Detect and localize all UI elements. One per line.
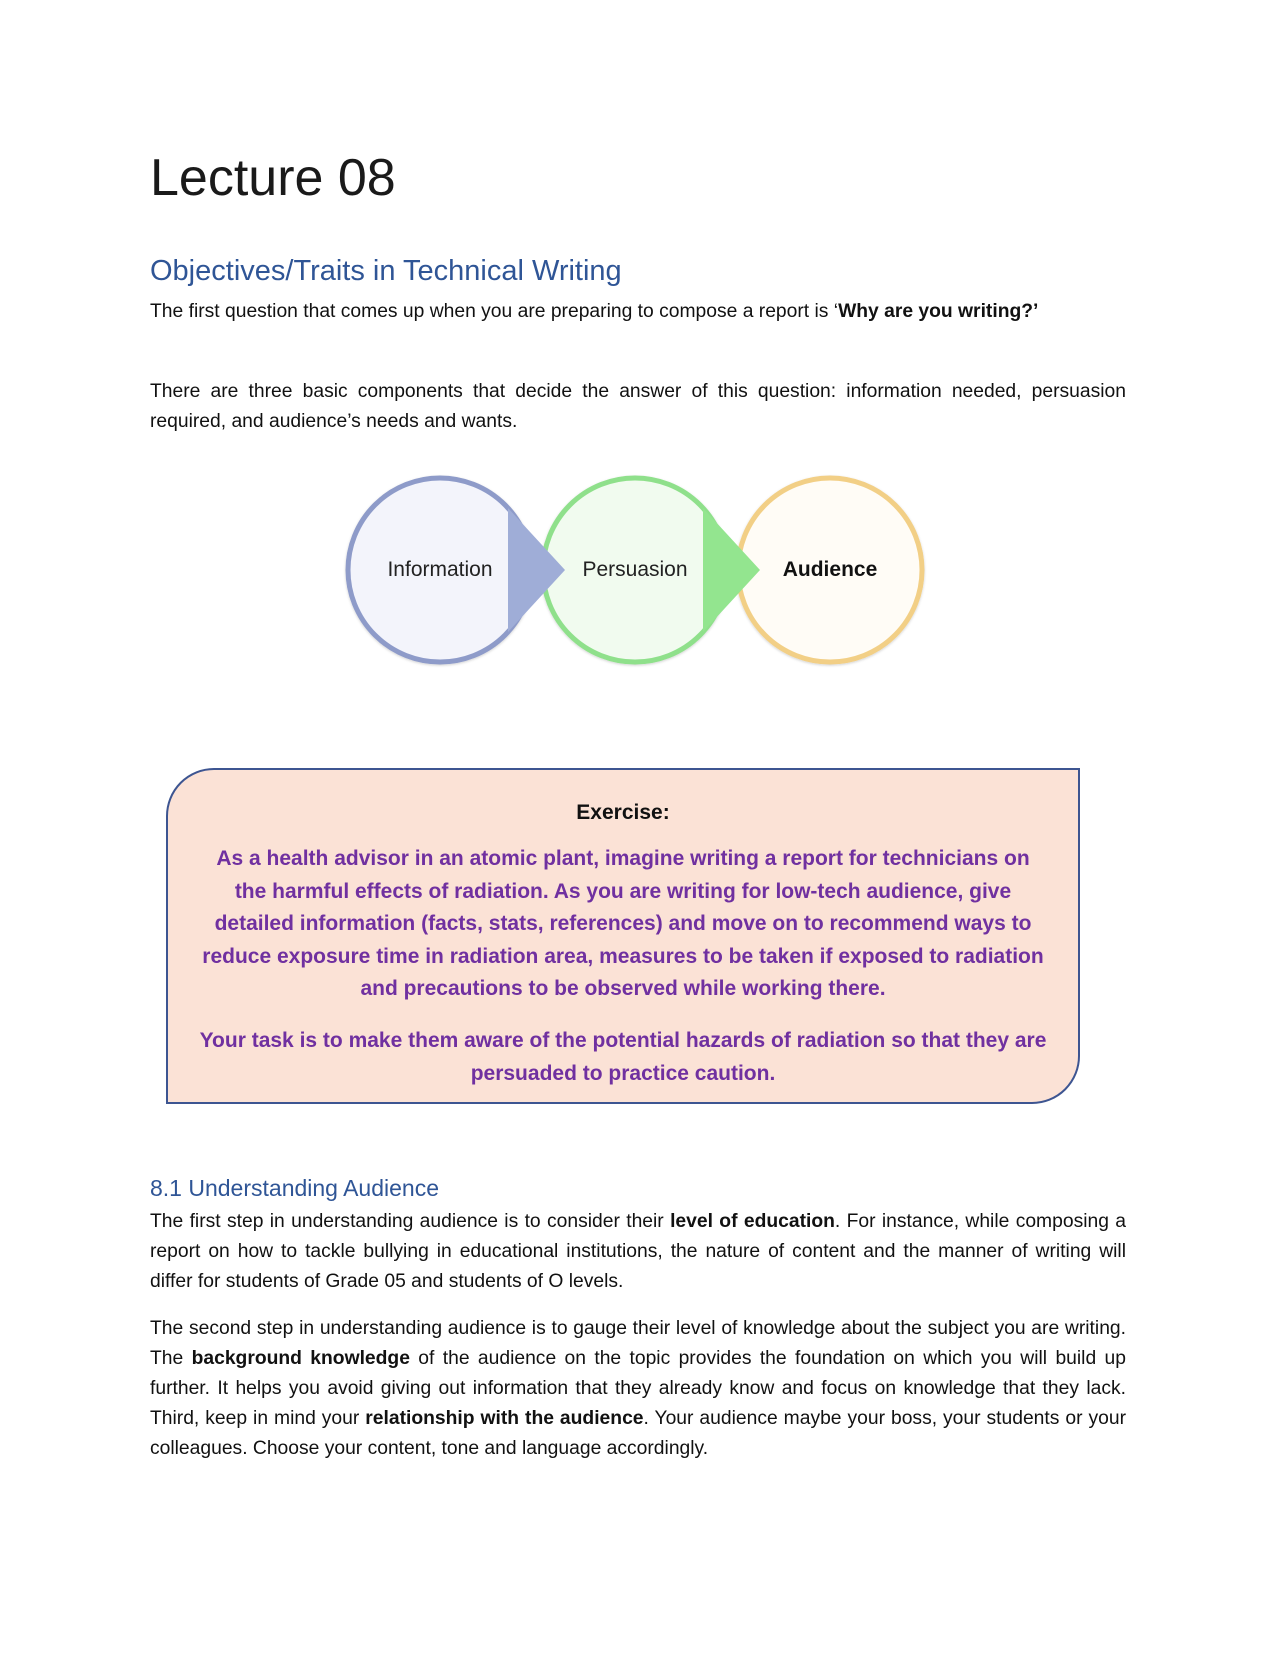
exercise-task: Your task is to make them aware of the potential hazards of radiation so that they are persuaded to practice caution. [199,1029,1047,1085]
audience-p1-text-a: The first step in understanding audience is to consider their [150,1211,671,1232]
exercise-body: As a health advisor in an atomic plant, imagine writing a report for technicians on the harmful effects of radiation. As you are writing for low-tech audience, give detailed information (facts, stats, references) and move on to recommend ways to reduce exposure time in radiation area, measures to be taken if exposed to radiation and precautions to be observed while working there. [202,847,1044,1000]
audience-paragraph-2 [150,1314,1126,1464]
exercise-box [166,768,1080,1104]
components-diagram [330,460,950,680]
audience-paragraph-1 [150,1207,1126,1297]
intro-text: The first question that comes up when you are preparing to compose a report is ‘ [150,301,839,322]
intro-paragraph-1 [150,297,1126,327]
audience-p2-text-c: . Your audience maybe your boss, your students or your colleagues. Choose your content, tone and language accordingly. [150,1408,1126,1459]
audience-p2-text-b: of the audience on the topic provides the foundation on which you will build up further. It helps you avoid giving out information that they already know and focus on knowledge that they lack. Third, keep in mind your [150,1348,1126,1429]
audience-p1-text-b: . For instance, while composing a report on how to tackle bullying in educational institutions, the nature of content and the manner of writing will differ for students of Grade 05 and students of O levels. [150,1211,1127,1292]
label-information: Information [387,558,493,581]
section-heading-objectives: Objectives/Traits in Technical Writing [150,255,622,287]
label-persuasion: Persuasion [582,558,688,581]
exercise-title: Exercise: [576,801,670,824]
audience-p2-bold-relationship: relationship with the audience [365,1408,644,1429]
section-heading-understanding-audience: 8.1 Understanding Audience [150,1175,439,1201]
audience-p2-bold-background: background knowledge [191,1348,410,1369]
audience-p2-text-a: The second step in understanding audience is to gauge their level of knowledge about the subject you are writing. The [150,1318,1126,1369]
label-audience: Audience [782,558,878,581]
intro-bold-question: Why are you writing?’ [838,301,1039,322]
intro-paragraph-2: There are three basic components that decide the answer of this question: information needed, persuasion required, and audience’s needs and wants. [150,381,1126,432]
audience-p1-bold: level of education [670,1211,835,1232]
page-title: Lecture 08 [150,149,396,207]
